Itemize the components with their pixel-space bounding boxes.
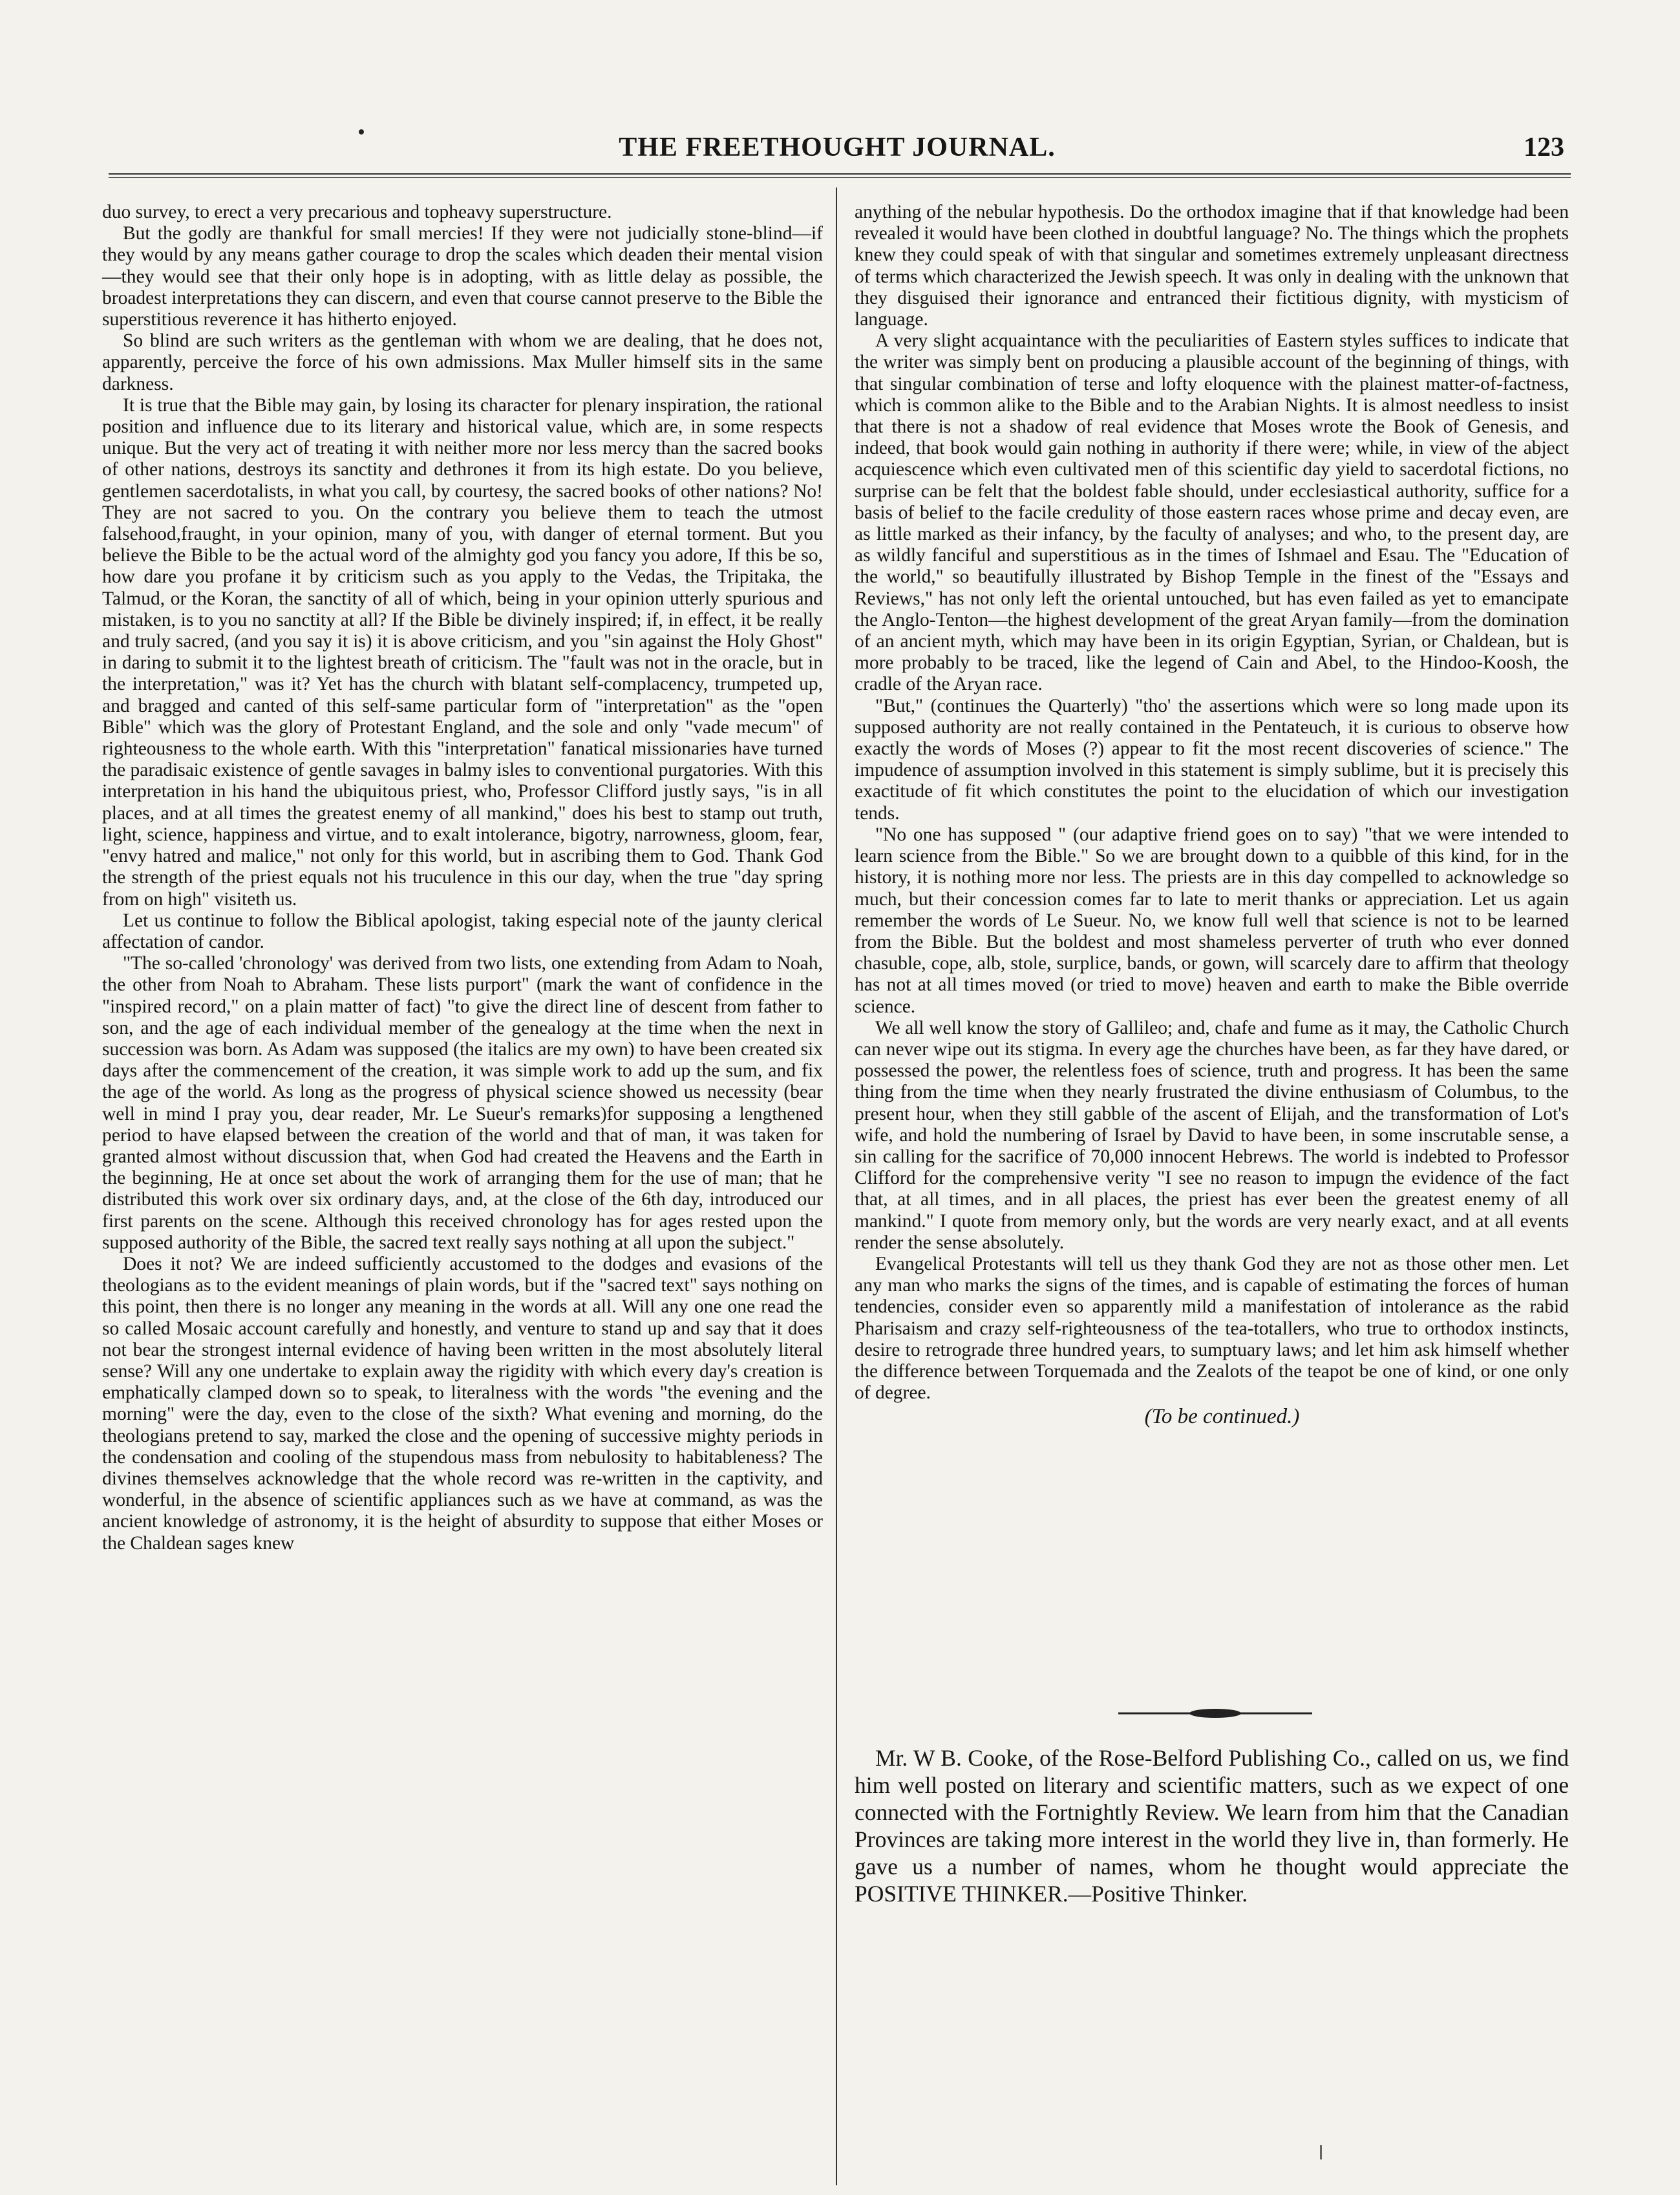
paragraph: "The so-called 'chronology' was derived from two lists, one extending from Adam to Noah, the other from Noah to Abraham. These lists purport" (mark the want of confidence in the "inspired record," on a plain matter of fact) "to give the direct line of descent from father to son, and the age of each individual member of the genealogy at the time when the next in succession was born. As Adam was supposed (the italics are my own) to have been created six days after the commencement of the creation, it was simple work to add up the sum, and fix the age of the world. As long as the progress of physical science showed us necessity (bear well in mind I pray you, dear reader, Mr. Le Sueur's remarks)for supposing a lengthened period to have elapsed between the creation of the world and that of man, it was taken for granted almost without discussion that, when God had created the Heavens and the Earth in the beginning, He at once set about the work of arranging them for the use of man; that he distributed this work over six ordinary days, and, at the close of the 6th day, introduced our first parents on the scene. Although this received chronology has for ages rested upon the supposed authority of the Bible, the sacred text really says nothing at all upon the subject." bbox=[102, 953, 823, 1253]
paragraph: A very slight acquaintance with the peculiarities of Eastern styles suffices to indicate that the writer was simply bent on producing a plausible account of the beginning of things, with that singular combination of terse and lofty eloquence with the plainest matter-of-factness, which is common alike to the Bible and to the Arabian Nights. It is almost needless to insist that there is not a shadow of real evidence that Moses wrote the Book of Genesis, and indeed, that book would gain nothing in authority if there were; while, in view of the abject acquiescence which even cultivated men of this scientific day yield to sacerdotal fictions, no surprise can be felt that the boldest fable should, under ecclesiastical authority, suffice for a basis of belief to the facile credulity of those eastern races whose prime and decay even, are as little marked as their infancy, by the faculty of analyses; and who, to the present day, are as wildly fanciful and superstitious as in the times of Ishmael and Esau. The "Education of the world," so beautifully illustrated by Bishop Temple in the finest of the "Essays and Reviews," has not only left the oriental untouched, but has even failed as yet to emancipate the Anglo-Tenton—the highest development of the great Aryan family—from the domination of an ancient myth, which may have been in its origin Egyptian, Syrian, or Chaldean, but is more probably to be traced, like the legend of Cain and Abel, to the Hindoo-Koosh, the cradle of the Aryan race. bbox=[855, 330, 1569, 695]
header-rule bbox=[109, 173, 1571, 175]
paragraph: "No one has supposed " (our adaptive friend goes on to say) "that we were intended to learn science from the Bible." So we are brought down to a quibble of this kind, for in the history, it is nothing more nor less. The priests are in this day compelled to acknowledge so much, but their concession comes far to late to merit thanks or appreciation. Let us again remember the words of Le Sueur. No, we know full well that science is not to be learned from the Bible. But the boldest and most shameless perverter of truth who ever donned chasuble, cope, alb, stole, surplice, bands, or gown, will scarcely dare to affirm that theology has not at all times moved (or tried to move) heaven and earth to make the Bible override science. bbox=[855, 824, 1569, 1017]
ornament-divider bbox=[1118, 1707, 1312, 1720]
right-column bbox=[855, 202, 1569, 1429]
paragraph: But the godly are thankful for small mercies! If they were not judicially stone-blind—if they would by any means gather courage to drop the scales which deaden their mental vision—they would see that their only hope is in adopting, with as little delay as possible, the broadest interpretations they can discern, and even that course cannot preserve to the Bible the superstitious reverence it has hitherto enjoyed. bbox=[102, 223, 823, 330]
paragraph: duo survey, to erect a very precarious and topheavy superstructure. bbox=[102, 202, 612, 222]
paragraph: Does it not? We are indeed sufficiently accustomed to the dodges and evasions of the theologians as to the evident meanings of plain words, but if the "sacred text" says nothing on this point, then there is no longer any meaning in the words at all. Will any one one read the so called Mosaic account carefully and honestly, and venture to stand up and say that it does not bear the strongest internal evidence of having been written in the most absolutely literal sense? Will any one undertake to explain away the rigidity with which every day's creation is emphatically clamped down so to speak, to literalness with the words "the evening and the morning" were the day, even to the close of the sixth? What evening and morning, do the theologians pretend to say, marked the close and the opening of successive mighty periods in the condensation and cooling of the stupendous mass from nebulosity to habitableness? The divines themselves acknowledge that the whole record was re-written in the captivity, and wonderful, in the absence of scientific appliances such as we have at command, as was the ancient knowledge of astronomy, it is the height of absurdity to suppose that either Moses or the Chaldean sages knew bbox=[102, 1253, 823, 1554]
journal-title: THE FREETHOUGHT JOURNAL. bbox=[619, 133, 1056, 162]
paragraph: anything of the nebular hypothesis. Do the orthodox imagine that if that knowledge had been revealed it would have been clothed in doubtful language? No. The things which the prophets knew they could speak of with that singular and sometimes extremely unpleasant directness of terms which characterized the Jewish speech. It was only in dealing with the unknown that they disguised their ignorance and entranced their fictitious dignity, with mysticism of language. bbox=[855, 202, 1569, 330]
paragraph: "But," (continues the Quarterly) "tho' the assertions which were so long made upon its supposed authority are not really contained in the Pentateuch, it is curious to observe how exactly the words of Moses (?) appear to fit the most recent discoveries of science." The impudence of assumption involved in this statement is simply sublime, but it is precisely this exactitude of fit which constitutes the point to the elucidation of which our investigation tends. bbox=[855, 695, 1569, 824]
notice-block bbox=[855, 1744, 1569, 1907]
paragraph: Evangelical Protestants will tell us they thank God they are not as those other men. Let any man who marks the signs of the times, and is capable of estimating the forces of human tendencies, consider even so apparently mild a manifestation of intolerance as the rabid Pharisaism and crazy self-righteousness of the tea-totallers, who true to orthodox instincts, desire to retrograde three hundred years, to sumptuary laws; and let him ask himself whether the difference between Torquemada and the Zealots of the teapot be one of kind, or one only of degree. bbox=[855, 1253, 1569, 1404]
paragraph: So blind are such writers as the gentleman with whom we are dealing, that he does not, apparently, perceive the force of his own admissions. Max Muller himself sits in the same darkness. bbox=[102, 330, 823, 394]
column-divider bbox=[836, 187, 837, 2185]
paragraph: We all well know the story of Gallileo; and, chafe and fume as it may, the Catholic Church can never wipe out its stigma. In every age the churches have been, as far they have dared, or possessed the power, the relentless foes of science, truth and progress. It has been the same thing from the time when they nearly frustrated the divine enthusiasm of Columbus, to the present hour, when they still gabble of the ascent of Elijah, and the transformation of Lot's wife, and hold the numbering of Israel by David to have been, in some inscrutable sense, a sin calling for the sacrifice of 70,000 innocent Hebrews. The world is indebted to Professor Clifford for the comprehensive verity "I see no reason to impugn the evidence of the fact that, at all times, and in all places, the priest has ever been the greatest enemy of all mankind." I quote from memory only, but the words are very nearly exact, and at all events render the sense absolutely. bbox=[855, 1017, 1569, 1253]
header-dot bbox=[359, 129, 364, 134]
notice-paragraph: Mr. W B. Cooke, of the Rose-Belford Publishing Co., called on us, we find him well posted on literary and scientific matters, such as we expect of one connected with the Fortnightly Review. We learn from him that the Canadian Provinces are taking more interest in the world they live in, than formerly. He gave us a number of names, whom he thought would appreciate the POSITIVE THINKER.—Positive Thinker. bbox=[855, 1745, 1569, 1907]
paragraph: It is true that the Bible may gain, by losing its character for plenary inspiration, the rational position and influence due to its literary and historical value, which are, in some respects unique. But the very act of treating it with neither more nor less mercy than the sacred books of other nations, destroys its sanctity and dethrones it from its high estate. Do you believe, gentlemen sacerdotalists, in what you call, by courtesy, the sacred books of other nations? No! They are not sacred to you. On the contrary you believe them to teach the utmost falsehood,fraught, in your opinion, many of you, with danger of eternal torment. But you believe the Bible to be the actual word of the almighty god you fancy you adore, If this be so, how dare you profane it by criticism such as you apply to the Vedas, the Tripitaka, the Talmud, or the Koran, the sanctity of all of which, being in your opinion utterly spurious and mistaken, is to you no sanctity at all? If the Bible be divinely inspired; if, in effect, it be really and truly sacred, (and you say it is) it is above criticism, and you "sin against the Holy Ghost" in daring to submit it to the lightest breath of criticism. The "fault was not in the oracle, but in the interpretation," was it? Yet has the church with blatant self-complacency, trumpeted up, and bragged and canted of this self-same particular form of "interpretation" as the "open Bible" which was the glory of Protestant England, and the sole and only "vade mecum" of righteousness to the whole earth. With this "interpretation" fanatical missionaries have turned the paradisaic existence of gentle savages in balmy isles to conventional purgatories. With this interpretation in his hand the ubiquitous priest, who, Professor Clifford justly says, "is in all places, and at all times the greatest enemy of all mankind," does his best to stamp out truth, light, science, happiness and virtue, and to exalt intolerance, bigotry, narrowness, gloom, fear, "envy hatred and malice," not only for this world, but in ascribing them to God. Thank God the strength of the priest equals not his truculence in this our day, when the true "day spring from on high" visiteth us. bbox=[102, 394, 823, 910]
to-be-continued: (To be continued.) bbox=[1144, 1405, 1300, 1429]
bottom-mark bbox=[1320, 2145, 1322, 2159]
paragraph: Let us continue to follow the Biblical apologist, taking especial note of the jaunty clerical affectation of candor. bbox=[102, 910, 823, 952]
page-number: 123 bbox=[1524, 133, 1564, 162]
header-rule-secondary bbox=[109, 177, 1571, 178]
left-column bbox=[102, 202, 823, 1554]
